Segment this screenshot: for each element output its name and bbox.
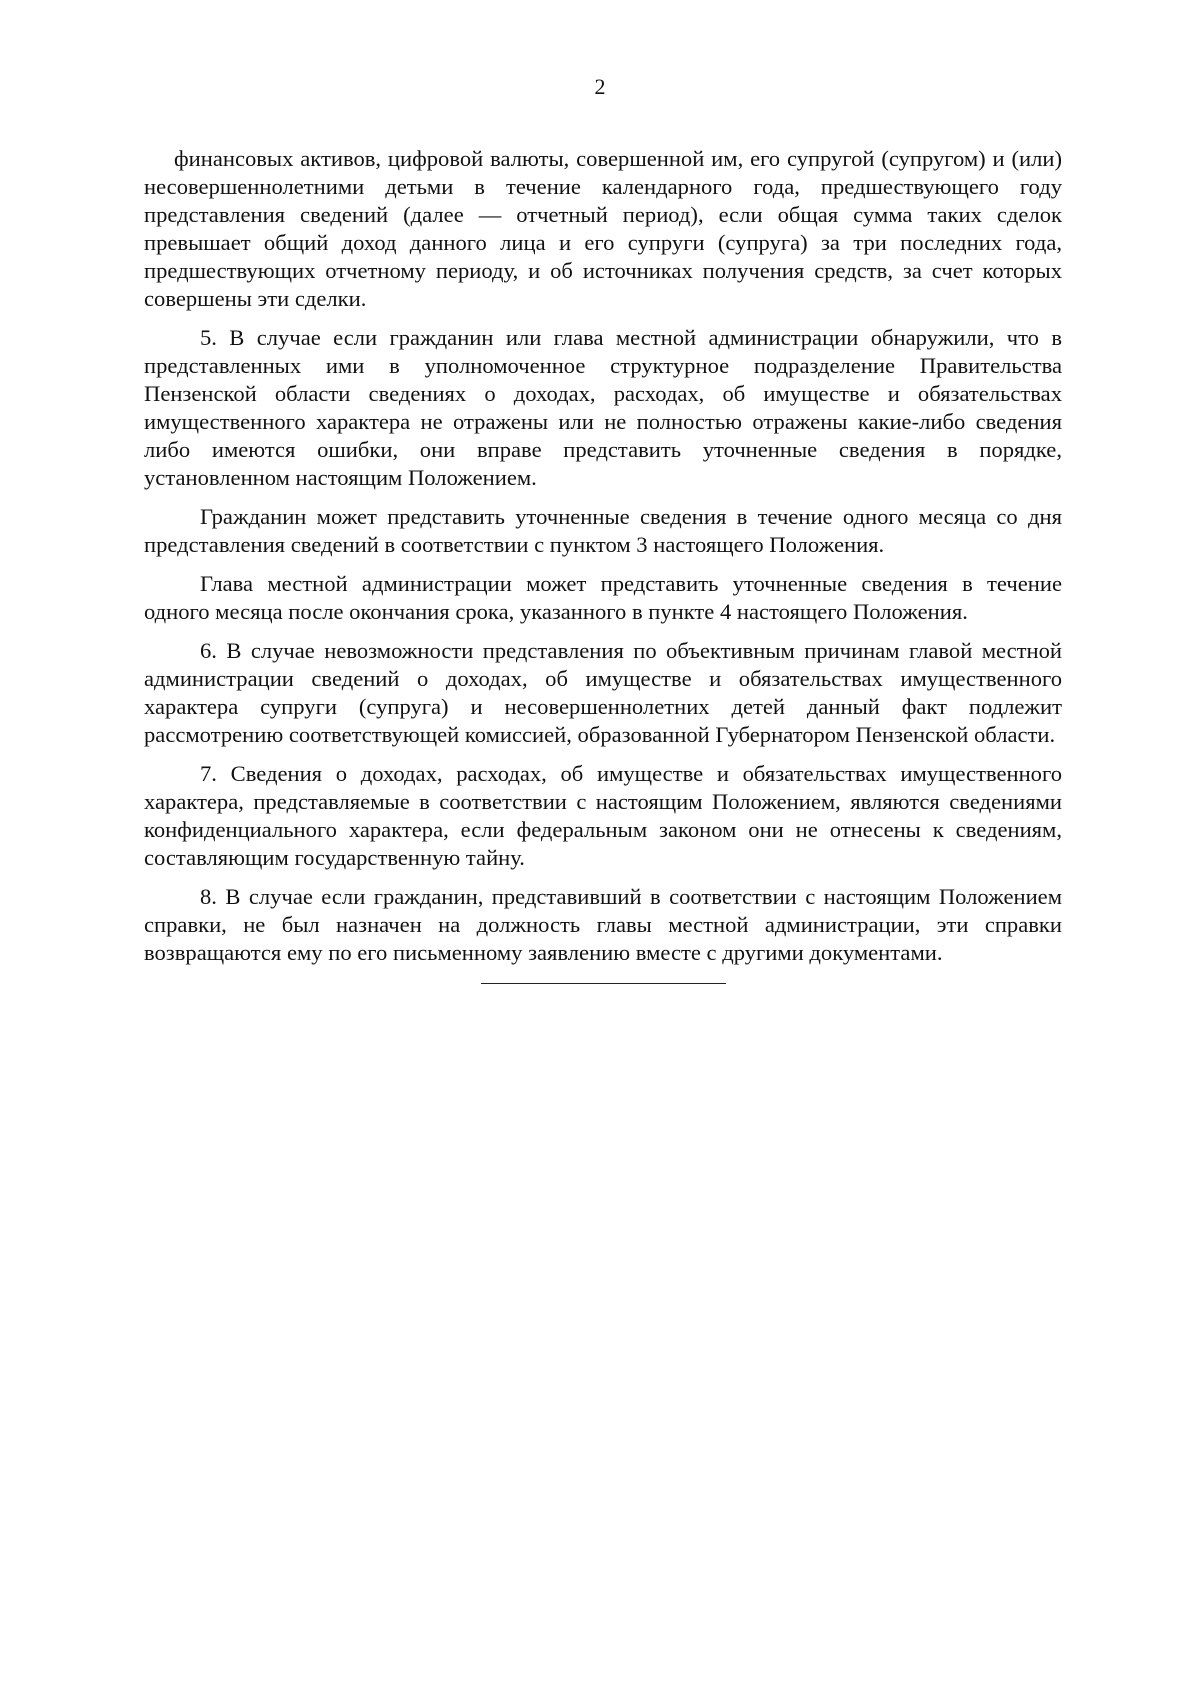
paragraph-item-7: 7. Сведения о доходах, расходах, об имуществе и обязательствах имущественного характера, представляемые в соответствии с настоящим Положением, являются сведениями конфиденциального характера, если федеральным законом они не отнесены к сведениям, составляющим государственную тайну.	[144, 761, 1062, 870]
paragraph-continued: финансовых активов, цифровой валюты, совершенной им, его супругой (супругом) и (или) несовершеннолетними детьми в течение календарного года, предшествующего году представления сведений (далее — отчетный период), если общая сумма таких сделок превышает общий доход данного лица и его супруги (супруга) за три последних года, предшествующих отчетному периоду, и об источниках получения средств, за счет которых совершены эти сделки.	[144, 146, 1062, 311]
paragraph-item-6: 6. В случае невозможности представления по объективным причинам главой местной администрации сведений о доходах, об имуществе и обязательствах имущественного характера супруги (супруга) и несовершеннолетних детей данный факт подлежит рассмотрению соответствующей комиссией, образованной Губернатором Пензенской области.	[144, 638, 1062, 747]
page-number: 2	[594, 74, 606, 99]
document-body	[144, 145, 1062, 984]
paragraph-item-8: 8. В случае если гражданин, представивший в соответствии с настоящим Положением справки, не был назначен на должность главы местной администрации, эти справки возвращаются ему по его письменному заявлению вместе с другими документами.	[144, 884, 1062, 965]
end-of-document-rule	[481, 983, 726, 984]
paragraph-head-corrections: Глава местной администрации может представить уточненные сведения в течение одного месяца после окончания срока, указанного в пункте 4 настоящего Положения.	[144, 571, 1062, 624]
paragraph-item-5: 5. В случае если гражданин или глава местной администрации обнаружили, что в представленных ими в уполномоченное структурное подразделение Правительства Пензенской области сведениях о доходах, расходах, об имуществе и обязательствах имущественного характера не отражены или не полностью отражены какие-либо сведения либо имеются ошибки, они вправе представить уточненные сведения в порядке, установленном настоящим Положением.	[144, 325, 1062, 490]
paragraph-citizen-corrections: Гражданин может представить уточненные сведения в течение одного месяца со дня представления сведений в соответствии с пунктом 3 настоящего Положения.	[144, 504, 1062, 557]
